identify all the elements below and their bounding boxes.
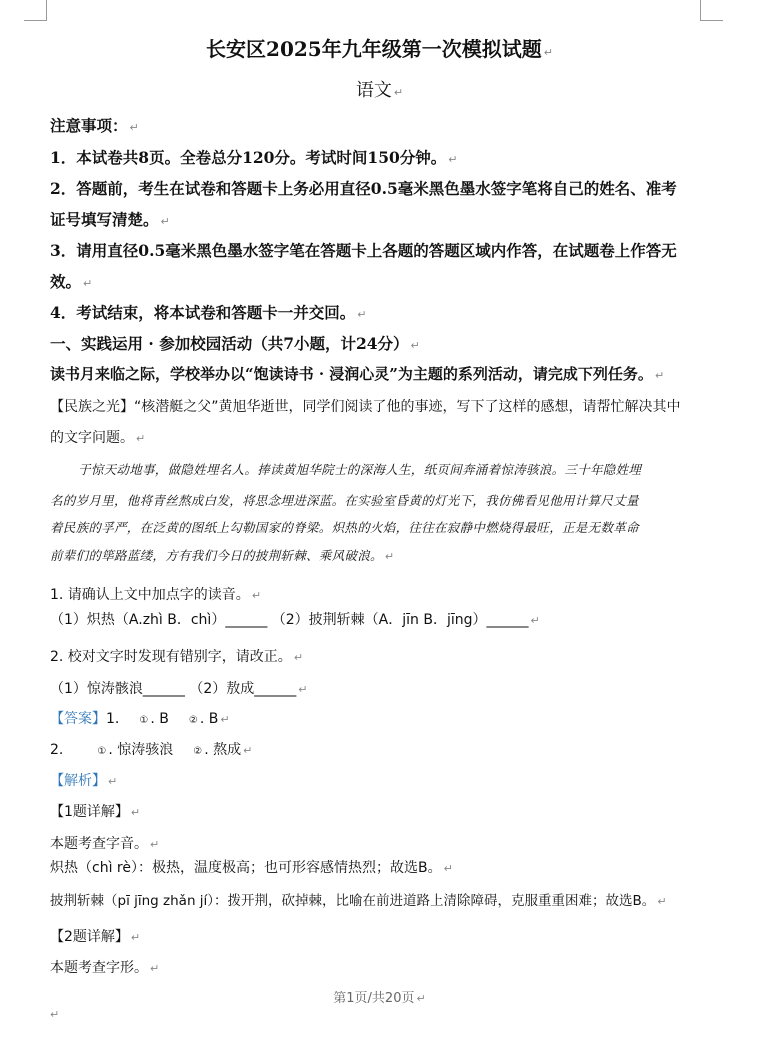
crop-mark-top-right (700, 0, 723, 21)
task-description-cont: 的文字问题。 ↵ (50, 430, 146, 446)
passage-line-2: 名的岁月里，他将青丝熬成白发，将思念埋进深蓝。在实验室昏黄的灯光下，我仿佛看见他用计算尺丈量 (50, 493, 639, 508)
notice-item-4: 4．考试结束，将本试卷和答题卡一并交回。 ↵ (50, 303, 367, 322)
passage-line-4: 前辈们的筚路蓝缕，方有我们今日的披荆斩棘、乘风破浪。 ↵ (50, 548, 395, 563)
section-intro: 读书月来临之际，学校举办以“饱读诗书 · 浸润心灵”为主题的系列活动，请完成下列任务。 ↵ (50, 365, 665, 383)
section-heading: 一、实践运用 · 参加校园活动（共7小题，计24分） ↵ (50, 334, 420, 353)
page-footer: 第1页/共20页 ↵ (333, 991, 426, 1006)
passage-line-1: 于惊天动地事，做隐姓埋名人。捧读黄旭华院士的深海人生，纸页间奔涌着惊涛骇浪。三十年隐姓埋 (78, 462, 642, 477)
passage-line-3: 着民族的孚严，在泛黄的图纸上勾勒国家的脊梁。炽热的火焰，往往在寂静中燃烧得最旺，正是无数革命 (50, 520, 639, 535)
notice-item-1: 1．本试卷共8页。全卷总分120分。考试时间150分钟。 ↵ (50, 148, 458, 167)
notice-item-3-cont: 效。 ↵ (50, 272, 93, 291)
notice-item-3: 3．请用直径0.5毫米黑色墨水签字笔在答题卡上各题的答题区域内作答，在试题卷上作答无 (50, 241, 677, 260)
crop-mark-top-left (24, 0, 47, 21)
answer-line-2: 2. ① . 惊涛骇浪 ② . 熬成 ↵ (50, 742, 253, 758)
notice-item-2: 2．答题前，考生在试卷和答题卡上务必用直径0.5毫米黑色墨水签字笔将自己的姓名、准考 (50, 179, 677, 198)
question-1-options: （1）炽热（A.zhì B．chì）______ （2）披荆斩棘（A．jīn B．jīng）______ ↵ (50, 612, 540, 628)
notice-item-2-cont: 证号填写清楚。 ↵ (50, 210, 170, 229)
q2-detail-heading: 【2题详解】 ↵ (50, 929, 141, 945)
notice-heading: 注意事项： ↵ (50, 116, 139, 135)
exam-subject: 语文 ↵ (355, 80, 404, 101)
q1-detail-heading: 【1题详解】 ↵ (50, 804, 141, 820)
answer-line-1: 【答案】1. ① . B ② . B ↵ (50, 711, 230, 727)
task-description: 【民族之光】“核潜艇之父”黄旭华逝世，同学们阅读了他的事迹，写下了这样的感想，请帮忙解决其中 (50, 399, 681, 415)
analysis-label: 【解析】 ↵ (50, 773, 118, 789)
q1-detail-line-3: 披荆斩棘（pī jīng zhǎn jí）：拨开荆，砍掉棘，比喻在前进道路上清除障碍，克服重重困难；故选B。 ↵ (50, 893, 667, 909)
question-1: 1. 请确认上文中加点字的读音。 ↵ (50, 587, 262, 603)
q2-detail-line-1: 本题考查字形。 ↵ (50, 960, 160, 976)
paragraph-mark: ↵ (50, 1008, 60, 1021)
q1-detail-line-1: 本题考查字音。 ↵ (50, 836, 160, 852)
q1-detail-line-2: 炽热（chì rè）：极热，温度极高；也可形容感情热烈；故选B。 ↵ (50, 860, 453, 876)
question-2: 2. 校对文字时发现有错别字，请改正。 ↵ (50, 649, 304, 665)
answer-label: 【答案】 (50, 711, 106, 727)
exam-title: 长安区2025年九年级第一次模拟试题 ↵ (206, 37, 553, 61)
question-2-options: （1）惊涛骸浪______ （2）敖成______ ↵ (50, 681, 308, 697)
